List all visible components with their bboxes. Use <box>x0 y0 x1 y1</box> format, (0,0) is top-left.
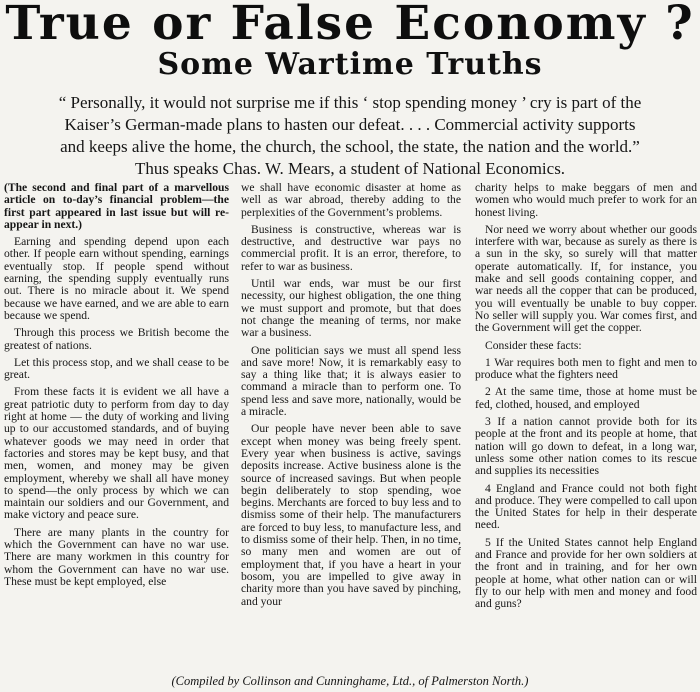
paragraph: Consider these facts: <box>485 338 582 352</box>
compiled-by-credit: (Compiled by Collinson and Cunninghame, Ltd., of Palmerston North.) <box>171 674 529 688</box>
paragraph: From these facts it is evident we all have a great patriotic duty to perform from day to day right at home — the duty of working and living up to our accustomed standards, and of buying whatever goods we may need in order that factories and stores may be kept busy, and that men, women, and money may be given employment, whereby we shall all have money to spend—the only process by which we can maintain our soldiers and our Government, and make victory and peace sure. <box>4 385 229 522</box>
numbered-fact: 2 At the same time, those at home must be fed, clothed, housed, and employed <box>475 385 697 411</box>
numbered-fact: 5 If the United States cannot help England and France and provide for her own soldiers at the front and in training, and for her own people at home, what other nation can or will fly to our help with men and money and food and guns? <box>475 535 697 611</box>
paragraph: Through this process we British become the greatest of nations. <box>4 326 229 352</box>
numbered-fact: 4 England and France could not both fight and produce. They were compelled to call upon the United States for help in their desperate need. <box>475 481 697 532</box>
paragraph: Business is constructive, whereas war is destructive, and destructive war pays no commercial profit. It is an error, therefore, to refer to war as business. <box>241 222 461 273</box>
paragraph: Until war ends, war must be our first necessity, our highest obligation, the one thing we must support and promote, but that does not change the meaning of terms, nor make war a business. <box>241 277 461 340</box>
paragraph: charity helps to make beggars of men and women who would much prefer to work for an honest living. <box>475 181 697 219</box>
paragraph: There are many plants in the country for which the Government can have no war use. There are many workmen in this country for whom the Government can have no war use. These must be kept employed, else <box>4 525 229 588</box>
paragraph: Our people have never been able to save except when money was being freely spent. Every year when business is active, savings deposits increase. Active business alone is the source of increased savings. But when people begin deliberately to stop spending, woe begins. Merchants are forced to buy less and to dismiss some of their help. The manufacturers are forced to buy less, to manufacture less, and to dismiss some of their help. Then, in no time, so many men and women are out of employment that, if you have a heart in your bosom, you are impelled to give away in charity more than you have saved by pinching, and your <box>241 422 461 608</box>
quote-attribution: Thus speaks Chas. W. Mears, a student of National Economics. <box>134 159 566 178</box>
pull-quote <box>30 92 670 180</box>
article-column-3 <box>475 182 697 616</box>
paragraph: we shall have economic disaster at home as well as war abroad, thereby adding to the perplexities of the Government’s problems. <box>241 181 461 219</box>
paragraph: One politician says we must all spend less and save more! Now, it is remarkably easy to say a thing like that; it is always easier to command a miracle than to perform one. To spend less and save more, nationally, would be a miracle. <box>241 343 461 419</box>
quote-line: and keeps alive the home, the church, the school, the state, the nation and the world.” <box>60 137 640 156</box>
paragraph: Nor need we worry about whether our goods interfere with war, because as surely as there is a sun in the sky, so surely will that matter operate automatically. If, for instance, you make and sell goods containing copper, and war needs all the copper that can be produced, you will eventually be unable to buy copper. No seller will supply you. War comes first, and the Government will get the copper. <box>475 222 697 335</box>
article-column-1 <box>4 182 229 593</box>
paragraph: Let this process stop, and we shall cease to be great. <box>4 355 229 382</box>
quote-line: Kaiser’s German-made plans to hasten our defeat. . . . Commercial activity supports <box>64 115 636 134</box>
numbered-fact: 1 War requires both men to fight and men to produce what the fighters need <box>475 355 697 382</box>
article-column-2 <box>241 182 461 613</box>
quote-line: “ Personally, it would not surprise me if this ‘ stop spending money ’ cry is part of the <box>58 93 642 112</box>
subheadline: Some Wartime Truths <box>157 47 543 82</box>
paragraph: Earning and spending depend upon each other. If people earn without spending, earnings eventually stop. If people spend without earning, the spending supply eventually runs out. There is no miracle about it. We spend because we have earned, and we are able to earn because we spend. <box>4 235 229 322</box>
headline: True or False Economy ? <box>5 0 695 51</box>
numbered-fact: 3 If a nation cannot provide both for its people at the front and its people at home, that nation will go down to defeat, in a long war, unless some other nation comes to its rescue and supplies its necessities <box>475 415 697 478</box>
editor-note: (The second and final part of a marvellous article on to-day’s financial problem—the first part appeared in last issue but will re-appear in next.) <box>4 181 229 231</box>
